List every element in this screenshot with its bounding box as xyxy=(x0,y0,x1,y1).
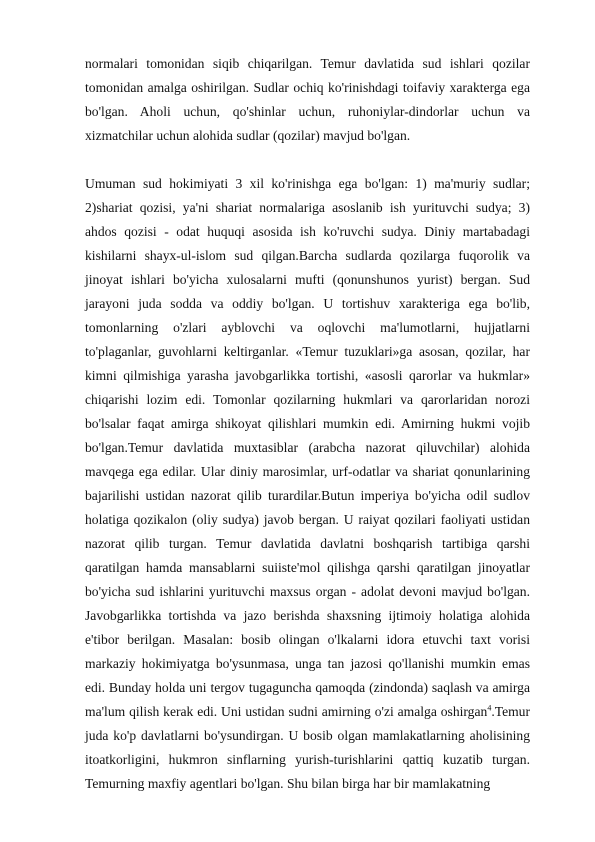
paragraph-courts-overview xyxy=(85,52,530,148)
paragraph-judicial-power xyxy=(85,172,530,796)
paragraph-spacer xyxy=(85,148,530,172)
footnote-marker[interactable]: 4 xyxy=(487,703,492,713)
paragraph-2-text-part-1: Umuman sud hokimiyati 3 xil ko'rinishga ega bo'lgan: 1) ma'muriy sudlar; 2)shariat qozisi, ya'ni shariat normalariga asoslanib ish yurituvchi sudya; 3) ahdos qozisi - odat huquqi asosida ish ko'ruvchi sudya. Diniy martabadagi kishilarni shayx-ul-islom sud qilgan.Barcha sudlarda qozilarga fuqorolik va jinoyat ishlari bo'yicha xulosalarni mufti (qonunshunos yurist) bergan. Sud jarayoni juda sodda va oddiy bo'lgan. U tortishuv xarakteriga ega bo'lib, tomonlarning o'zlari ayblovchi va oqlovchi ma'lumotlarni, hujjatlarni to'plaganlar, guvohlarni keltirganlar. «Temur tuzuklari»ga asosan, qozilar, har kimni qilmishiga yarasha javobgarlikka tortishi, «asosli qarorlar va hukmlar» chiqarishi lozim edi. Tomonlar qozilarning hukmlari va qarorlaridan norozi bo'lsalar faqat amirga shikoyat qilishlari mumkin edi. Amirning hukmi vojib bo'lgan.Temur davlatida muxtasiblar (arabcha nazorat qiluvchilar) alohida mavqega ega edilar. Ular diniy marosimlar, urf-odatlar va shariat qonunlarining bajarilishi ustidan nazorat qilib turardilar.Butun imperiya bo'yicha odil sudlov holatiga qozikalon (oliy sudya) javob bergan. U raiyat qozilari faoliyati ustidan nazorat qilib turgan. Temur davlatida davlatni boshqarish tartibiga qarshi qaratilgan hamda mansablarni suiiste'mol qilishga qarshi qaratilgan jinoyatlar bo'yicha sud ishlarini yurituvchi maxsus organ - adolat devoni mavjud bo'lgan. Javobgarlikka tortishda va jazo berishda shaxsning ijtimoiy holatiga alohida e'tibor berilgan. Masalan: bosib olingan o'lkalarni idora etuvchi taxt vorisi markaziy hokimiyatga bo'ysunmasa, unga tan jazosi qo'llanishi mumkin emas edi. Bunday holda uni tergov tugaguncha qamoqda (zindonda) saqlash va amirga ma'lum qilish kerak edi. Uni ustidan sudni amirning o'zi amalga oshirgan xyxy=(85,176,530,719)
document-page xyxy=(85,52,530,796)
paragraph-1-text: normalari tomonidan siqib chiqarilgan. Temur davlatida sud ishlari qozilar tomonidan amalga oshirilgan. Sudlar ochiq ko'rinishdagi toifaviy xarakterga ega bo'lgan. Aholi uchun, qo'shinlar uchun, ruhoniylar-dindorlar uchun va xizmatchilar uchun alohida sudlar (qozilar) mavjud bo'lgan. xyxy=(85,56,530,143)
paragraph-2-text-part-2: .Temur juda ko'p davlatlarni bo'ysundirgan. U bosib olgan mamlakatlarning aholisining itoatkorligini, hukmron sinflarning yurish-turishlarini qattiq kuzatib turgan. Temurning maxfiy agentlari bo'lgan. Shu bilan birga har bir mamlakatning xyxy=(85,704,530,791)
